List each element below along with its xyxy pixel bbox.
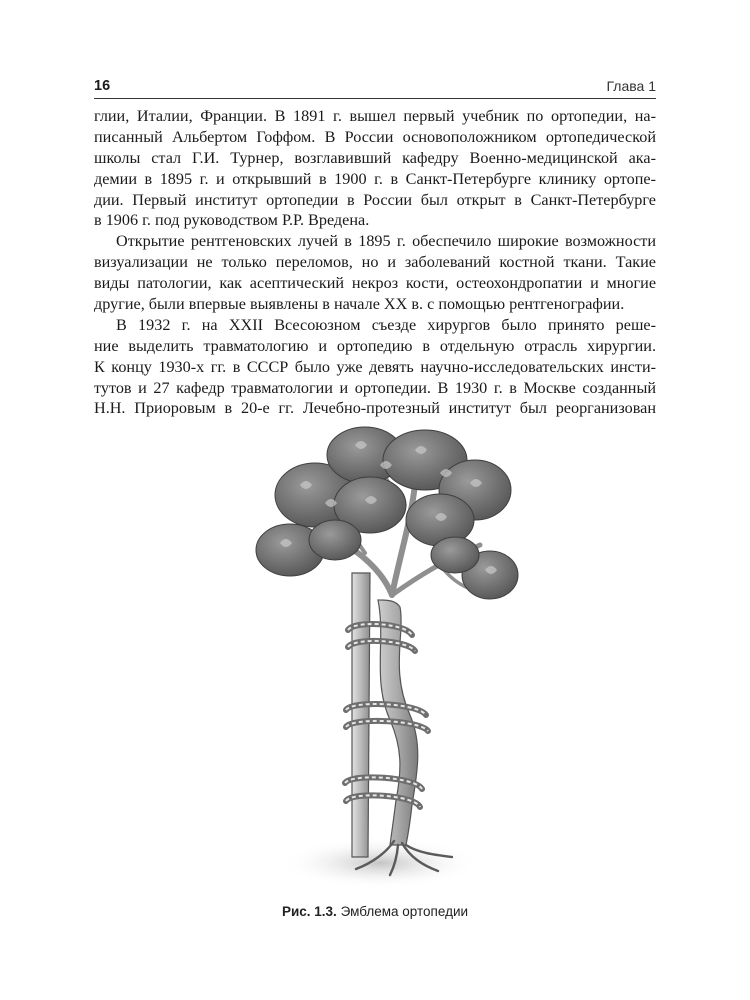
text-line: К концу 1930-х гг. в СССР было уже девять научно-исследовательских инсти- <box>94 357 656 376</box>
text-line: визуализации не только переломов, но и заболеваний костной ткани. Такие <box>94 253 656 272</box>
text-line: школы стал Г.И. Турнер, возглавивший кафедру Военно-медицинской ака- <box>94 148 656 167</box>
text-line: тутов и 27 кафедр травматологии и ортопедии. В 1930 г. в Москве созданный <box>94 378 656 397</box>
paragraph <box>94 106 656 231</box>
foliage-canopy <box>256 427 518 599</box>
text-line: Открытие рентгеновских лучей в 1895 г. обеспечило широкие возможности <box>116 232 656 251</box>
page-header <box>94 76 656 99</box>
chapter-label: Глава 1 <box>606 78 656 94</box>
text-line: В 1932 г. на XXII Всесоюзном съезде хирургов было принято реше- <box>116 315 656 334</box>
support-stake <box>352 573 370 857</box>
orthopedics-emblem-figure <box>240 425 520 895</box>
text-line: другие, были впервые выявлены в начале XX в. с помощью рентгенографии. <box>94 295 625 314</box>
figure-caption-text: Эмблема ортопедии <box>340 904 469 919</box>
text-line: Н.Н. Приоровым в 20-е гг. Лечебно-протезный институт был реорганизован <box>94 399 656 418</box>
paragraph <box>94 315 656 419</box>
figure-label: Рис. 1.3. <box>281 904 337 919</box>
text-line: ние выделить травматологию и ортопедию в отдельную отрасль хирургии. <box>94 336 656 355</box>
text-line: виды патологии, как асептический некроз кости, остеохондропатии и многие <box>94 274 656 293</box>
figure-caption <box>0 904 750 919</box>
text-line: в 1906 г. под руководством Р.Р. Вредена. <box>94 211 370 230</box>
paragraph <box>94 231 656 315</box>
text-line: дии. Первый институт ортопедии в России был открыт в Санкт-Петербурге <box>94 190 656 209</box>
page-number: 16 <box>94 78 111 94</box>
ground-shadow <box>280 837 480 889</box>
text-line: демии в 1895 г. и открывший в 1900 г. в Санкт-Петербурге клинику ортопе- <box>94 169 656 188</box>
text-line: глии, Италии, Франции. В 1891 г. вышел первый учебник по ортопедии, на- <box>94 107 656 125</box>
text-line: писанный Альбертом Гоффом. В России основоположником ортопедической <box>94 127 656 146</box>
body-text <box>94 106 656 419</box>
crooked-tree-illustration <box>240 425 520 895</box>
